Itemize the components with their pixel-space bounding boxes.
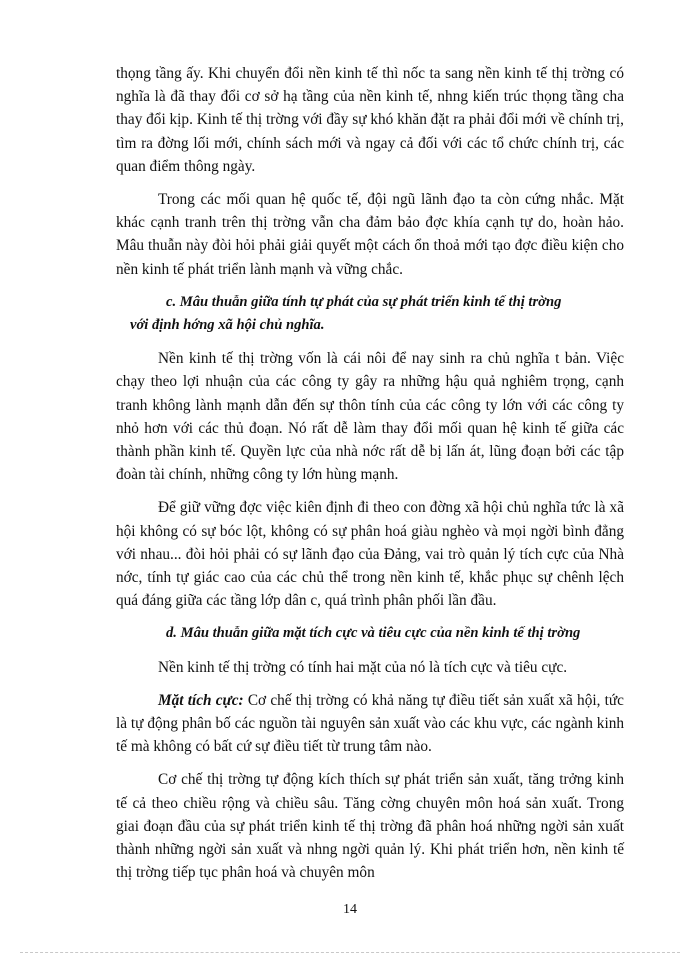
document-body <box>116 62 624 895</box>
lead-term-positive: Mặt tích cực: <box>158 691 244 709</box>
paragraph-4: Để giữ vững đợc việc kiên định đi theo con đờng xã hội chủ nghĩa tức là xã hội không có sự bóc lột, không có sự phân hoá giàu nghèo và mọi ngời bình đẳng với nhau... đòi hỏi phải có sự lãnh đạo của Đảng, vai trò quản lý tích cực của Nhà nớc, tính tự giác cao của các chủ thể trong nền kinh tế, khắc phục sự chênh lệch quá đáng giữa các tầng lớp dân c, quá trình phân phối lần đầu. <box>116 499 624 610</box>
paragraph-7: Cơ chế thị trờng tự động kích thích sự phát triển sản xuất, tăng trởng kinh tế cả theo chiều rộng và chiều sâu. Tăng cờng chuyên môn hoá sản xuất. Trong giai đoạn đầu của sự phát triển kinh tế thị trờng đã phân hoá những ngời sản xuất thành những ngời sản xuất và nhng ngời quản lý. Khi phát triển hơn, nền kinh tế thị trờng tiếp tục phân hoá và chuyên môn <box>116 771 624 882</box>
page-number: 14 <box>343 902 357 917</box>
section-heading-d: d. Mâu thuẫn giữa mặt tích cực và tiêu cực của nền kinh tế thị trờng <box>166 625 581 642</box>
section-heading-c-line2: với định hớng xã hội chủ nghĩa. <box>130 317 325 334</box>
paragraph-3: Nền kinh tế thị trờng vốn là cái nôi để nay sinh ra chủ nghĩa t bản. Việc chạy theo lợi nhuận của các công ty gây ra những hậu quả nghiêm trọng, cạnh tranh không lành mạnh dẫn đến sự thôn tính của các công ty lớn với các công ty nhỏ hơn với các thủ đoạn. Nó rất dễ làm thay đổi mối quan hệ kinh tế giữa các thành phần kinh tế. Quyền lực của nhà nớc rất dễ bị lấn át, lũng đoạn bởi các tập đoàn tài chính, những công ty lớn hùng mạnh. <box>116 350 624 484</box>
paragraph-2: Trong các mối quan hệ quốc tế, đội ngũ lãnh đạo ta còn cứng nhắc. Mặt khác cạnh tranh trên thị trờng vẫn cha đảm bảo đợc khía cạnh tự do, hoàn hảo. Mâu thuẫn này đòi hỏi phải giải quyết một cách ổn thoả mới tạo đợc điều kiện cho nền kinh tế phát triển lành mạnh và vững chắc. <box>116 191 624 278</box>
section-heading-c <box>116 291 624 337</box>
page-bottom-rule <box>20 952 680 953</box>
paragraph-1: thọng tầng ấy. Khi chuyển đổi nền kinh tế thì nốc ta sang nền kinh tế thị trờng có nghĩa là đã thay đổi cơ sở hạ tầng của nền kinh tế, nhng kiến trúc thọng tầng cha thay đổi kịp. Kinh tế thị trờng với đầy sự khó khăn đặt ra phải đổi mới về chính trị, tìm ra đờng lối mới, chính sách mới và ngay cả đối với các tổ chức chính trị, các quan điểm thông ngày. <box>116 65 624 175</box>
paragraph-6 <box>116 689 624 759</box>
paragraph-5: Nền kinh tế thị trờng có tính hai mặt của nó là tích cực và tiêu cực. <box>158 658 568 676</box>
section-heading-c-line1: c. Mâu thuẫn giữa tính tự phát của sự phát triển kinh tế thị trờng <box>166 293 562 310</box>
paragraph-6-text: Cơ chế thị trờng có khả năng tự điều tiết sản xuất xã hội, tức là tự động phân bố các nguồn tài nguyên sản xuất vào các khu vực, các ngành kinh tế mà không có bất cứ sự điều tiết từ trung tâm nào. <box>116 691 624 756</box>
